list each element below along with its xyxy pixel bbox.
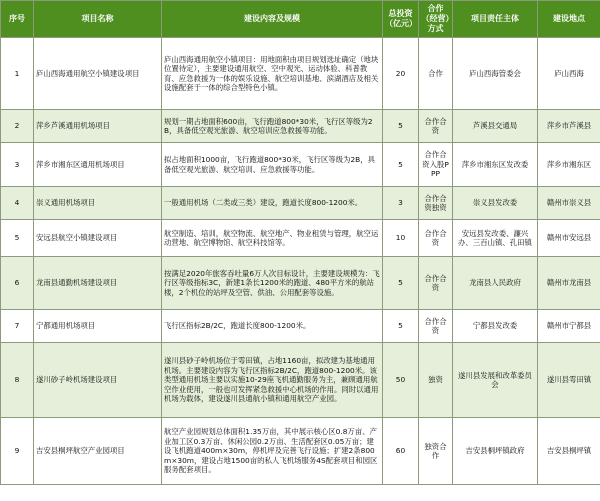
cell-mode: 独资 bbox=[419, 343, 453, 418]
cell-mode: 独资合作 bbox=[419, 418, 453, 485]
cell-seq: 3 bbox=[1, 143, 34, 187]
cell-seq: 6 bbox=[1, 257, 34, 310]
cell-owner: 庐山西海管委会 bbox=[453, 38, 538, 110]
cell-name: 安远县航空小镇建设项目 bbox=[34, 220, 162, 257]
cell-investment: 10 bbox=[383, 220, 419, 257]
cell-content: 拟占地面积1000亩，飞行跑道800*30米，飞行区等级为2B，具备低空观光旅游、航空培训、应急救援等功能。 bbox=[162, 143, 383, 187]
cell-name: 龙南县通勤机场建设项目 bbox=[34, 257, 162, 310]
cell-location: 赣州市宁都县 bbox=[538, 310, 600, 343]
cell-mode: 合作合资入股PPP bbox=[419, 143, 453, 187]
cell-location: 萍乡市芦溪县 bbox=[538, 110, 600, 143]
header-name: 项目名称 bbox=[34, 1, 162, 38]
cell-owner: 吉安县桐坪镇政府 bbox=[453, 418, 538, 485]
cell-name: 萍乡芦溪通用机场项目 bbox=[34, 110, 162, 143]
cell-seq: 2 bbox=[1, 110, 34, 143]
cell-content: 按满足2020年旅客吞吐量6万人次目标设计，主要建设规模为：飞行区等级指标3C，新建1条长1200米的跑道、480平方米的航站楼，2个机位的站坪及空管、供油、公用配套等设施。 bbox=[162, 257, 383, 310]
cell-location: 庐山西海 bbox=[538, 38, 600, 110]
cell-investment: 5 bbox=[383, 110, 419, 143]
cell-name: 萍乡市湘东区通用机场项目 bbox=[34, 143, 162, 187]
cell-mode: 合作合资 bbox=[419, 310, 453, 343]
table-row bbox=[1, 418, 600, 485]
cell-investment: 5 bbox=[383, 310, 419, 343]
cell-name: 宁都通用机场项目 bbox=[34, 310, 162, 343]
cell-mode: 合作合资独资 bbox=[419, 187, 453, 220]
cell-content: 遂川县砂子岭机场位于雩田镇，占地1160亩，拟改建为基地通用机场。主要建设内容为飞行区指标2B/2C，跑道800-1200米。该类型通用机场主要以实施10-29座飞机通勤服务为主，兼顾通用航空作业使用，一般也可发挥紧急救援中心机场的作用。同时以通用机场为载体，建设遂川县通航小镇和通用航空产业园。 bbox=[162, 343, 383, 418]
cell-seq: 8 bbox=[1, 343, 34, 418]
table-row bbox=[1, 110, 600, 143]
cell-seq: 4 bbox=[1, 187, 34, 220]
table-row bbox=[1, 38, 600, 110]
cell-seq: 5 bbox=[1, 220, 34, 257]
header-investment: 总投资（亿元） bbox=[383, 1, 419, 38]
cell-owner: 崇义县发改委 bbox=[453, 187, 538, 220]
table-row bbox=[1, 220, 600, 257]
cell-name: 遂川砂子岭机场建设项目 bbox=[34, 343, 162, 418]
header-content: 建设内容及规模 bbox=[162, 1, 383, 38]
cell-investment: 60 bbox=[383, 418, 419, 485]
cell-content: 飞行区指标2B/2C，跑道长度800-1200米。 bbox=[162, 310, 383, 343]
table-row bbox=[1, 343, 600, 418]
cell-location: 吉安县桐坪镇 bbox=[538, 418, 600, 485]
cell-content: 规划一期占地面积600亩，飞行跑道800*30米，飞行区等级为2B，具备低空观光旅游、航空培训应急救援等功能。 bbox=[162, 110, 383, 143]
cell-location: 萍乡市湘东区 bbox=[538, 143, 600, 187]
cell-content: 一般通用机场（二类或三类）建设，跑道长度800-1200米。 bbox=[162, 187, 383, 220]
cell-location: 赣州市龙南县 bbox=[538, 257, 600, 310]
cell-owner: 安远县发改委、濂兴办、三百山镇、孔田镇 bbox=[453, 220, 538, 257]
cell-name: 崇义通用机场项目 bbox=[34, 187, 162, 220]
cell-investment: 20 bbox=[383, 38, 419, 110]
cell-location: 赣州市崇义县 bbox=[538, 187, 600, 220]
table-header bbox=[1, 1, 600, 38]
header-owner: 项目责任主体 bbox=[453, 1, 538, 38]
cell-owner: 遂川县发展和改革委员会 bbox=[453, 343, 538, 418]
cell-name: 庐山西海通用航空小镇建设项目 bbox=[34, 38, 162, 110]
cell-mode: 合作合资 bbox=[419, 257, 453, 310]
cell-location: 赣州市安远县 bbox=[538, 220, 600, 257]
table-row bbox=[1, 187, 600, 220]
cell-owner: 宁都县发改委 bbox=[453, 310, 538, 343]
cell-seq: 7 bbox=[1, 310, 34, 343]
cell-investment: 50 bbox=[383, 343, 419, 418]
cell-content: 庐山西海通用航空小镇项目：用地面积由项目规划选址确定（地块位置待定），主要建设通用航空、空中观光、运动体验、科普教育、应急救援为一体的娱乐设施、航空培训基地、滨湖酒店及相关设施配套于一体的综合型特色小镇。 bbox=[162, 38, 383, 110]
header-seq: 序号 bbox=[1, 1, 34, 38]
table-row bbox=[1, 310, 600, 343]
table-row bbox=[1, 257, 600, 310]
cell-seq: 9 bbox=[1, 418, 34, 485]
cell-content: 航空制造、培训，航空物流、航空地产、物业租赁与管理，航空运动营地、航空博物馆、航空科技馆等。 bbox=[162, 220, 383, 257]
cell-investment: 5 bbox=[383, 143, 419, 187]
cell-content: 航空产业园规划总体面积1.35万亩，其中展示核心区0.8万亩、产业加工区0.3万亩、休闲公园0.2万亩、生活配套区0.05万亩；建设飞机跑道400m×30m，停机坪及完善飞行设施；扩建2条800m×30m，建设占地1500亩的私人飞机场服务4S配套项目和园区服务配套项目。 bbox=[162, 418, 383, 485]
cell-mode: 合作合资 bbox=[419, 220, 453, 257]
cell-investment: 3 bbox=[383, 187, 419, 220]
header-mode: 合作（经营）方式 bbox=[419, 1, 453, 38]
cell-name: 吉安县桐坪航空产业园项目 bbox=[34, 418, 162, 485]
cell-owner: 龙南县人民政府 bbox=[453, 257, 538, 310]
cell-mode: 合作 bbox=[419, 38, 453, 110]
cell-investment: 5 bbox=[383, 257, 419, 310]
table-body bbox=[1, 38, 600, 485]
cell-owner: 萍乡市湘东区发改委 bbox=[453, 143, 538, 187]
cell-seq: 1 bbox=[1, 38, 34, 110]
cell-location: 遂川县雩田镇 bbox=[538, 343, 600, 418]
header-location: 建设地点 bbox=[538, 1, 600, 38]
cell-mode: 合作合资 bbox=[419, 110, 453, 143]
table-row bbox=[1, 143, 600, 187]
cell-owner: 芦溪县交通局 bbox=[453, 110, 538, 143]
